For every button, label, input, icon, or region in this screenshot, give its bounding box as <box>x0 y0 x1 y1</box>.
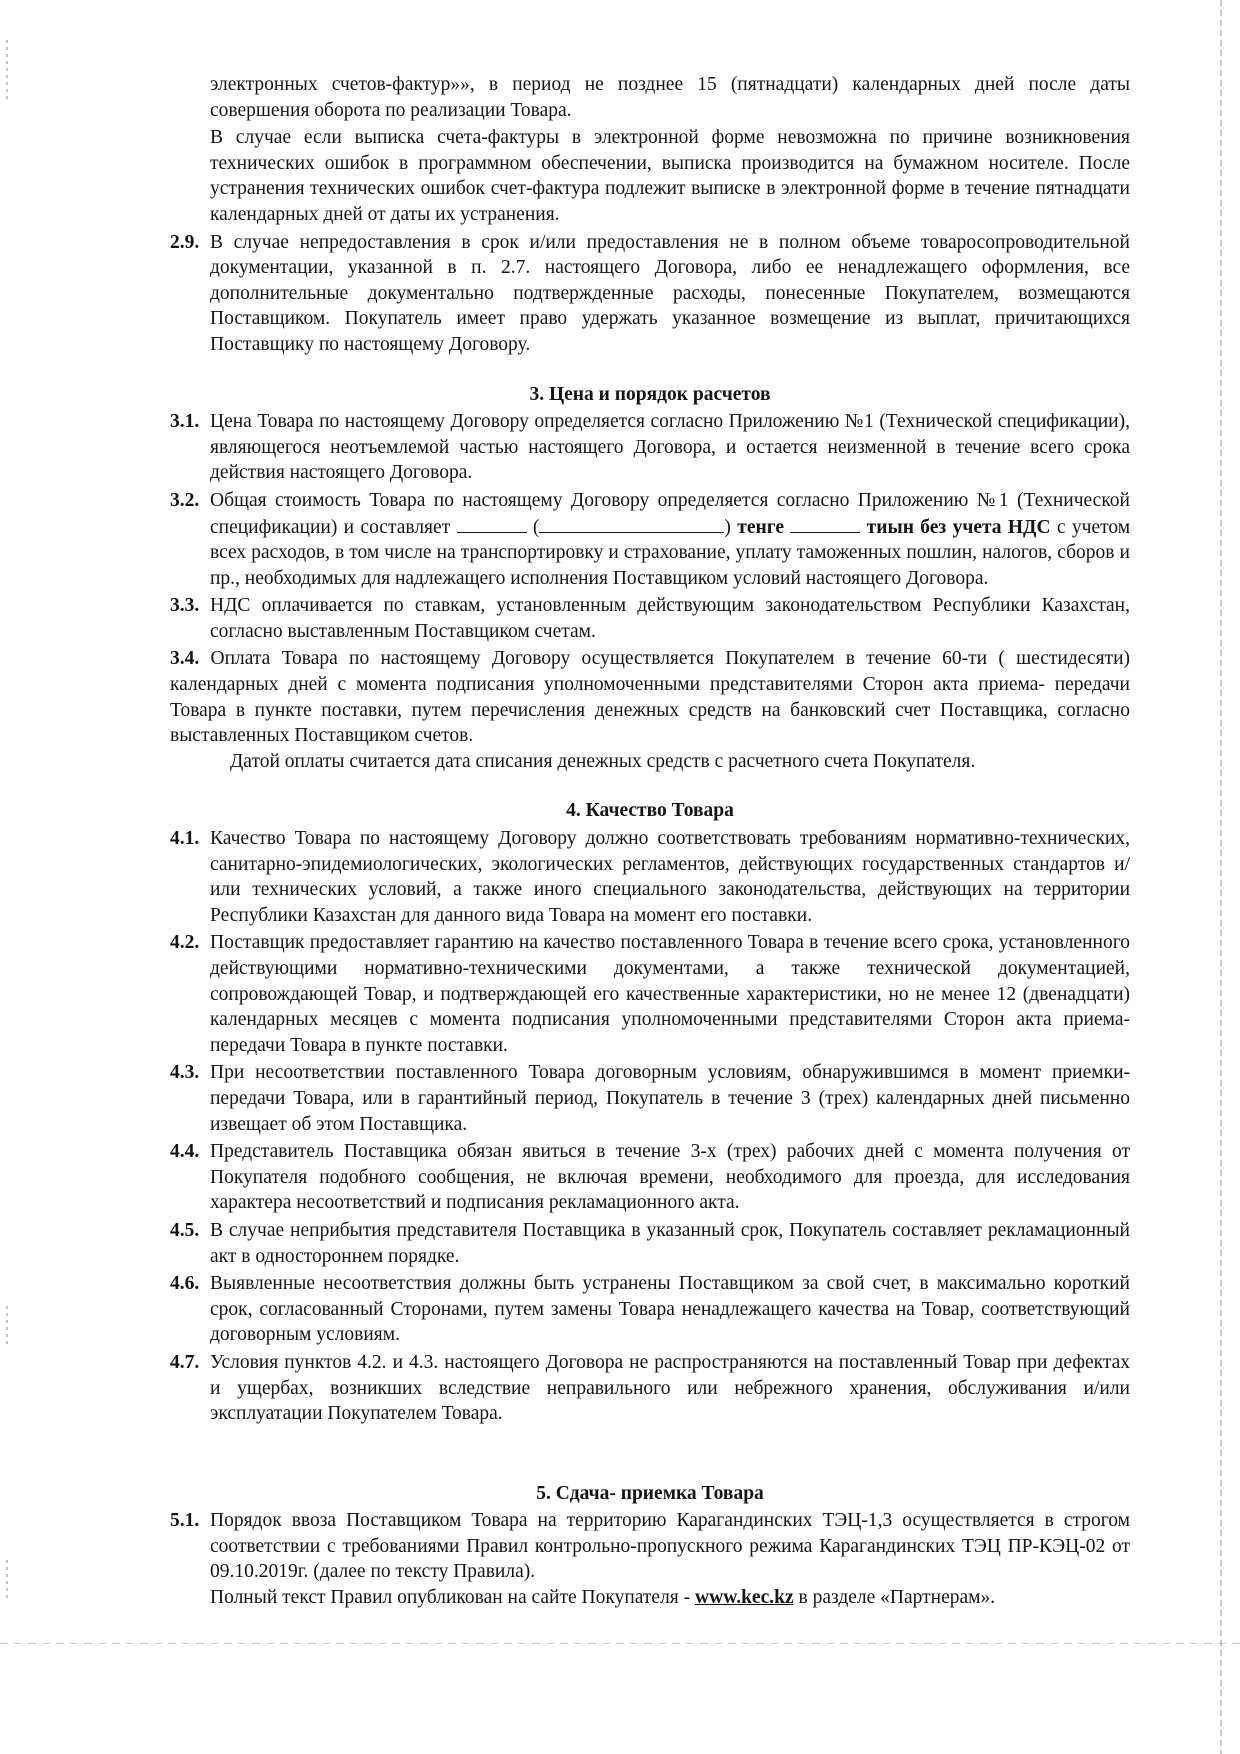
clause-4-7 <box>170 1350 1130 1427</box>
clause-text: Качество Товара по настоящему Договору должно соответствовать требованиям нормативно-технических, санитарно-эпидемиологических, экологических регламентов, действующих государственных стандартов и/или технических условий, а также иного специального законодательства, действующих на территории Республики Казахстан для данного вида Товара на момент его поставки. <box>210 828 1130 926</box>
clause-3-3 <box>170 593 1130 644</box>
clause-number: 4.6. <box>170 1273 200 1295</box>
clause-text <box>210 488 1130 591</box>
section-4-title: 4. Качество Товара <box>566 800 734 822</box>
scan-edge-dots-mid <box>6 1306 8 1346</box>
clause-4-4 <box>170 1139 1130 1216</box>
clause-3-4 <box>170 646 1130 748</box>
clause-number: 4.1. <box>170 828 200 850</box>
clause-4-2 <box>170 930 1130 1058</box>
clause-number: 3.3. <box>170 595 200 617</box>
paren-open: ( <box>532 516 540 538</box>
clause-text-part-a: Общая стоимость Товара по настоящему Договору определяется согласно Приложению №1 (Технической спецификации) и составляет <box>210 489 1130 538</box>
clause-3-1 <box>170 409 1130 486</box>
clause-4-3 <box>170 1060 1130 1137</box>
clause-3-2 <box>170 488 1130 591</box>
clause-text: Поставщик предоставляет гарантию на качество поставленного Товара в течение всего срока, установленного действующими нормативно-техническими документами, а также технической документацией, сопровождающей Товар, и подтверждающей его качественные характеристики, но не менее 12 (двенадцати) календарных месяцев с момента подписания уполномоченными представителями Сторон акта приема-передачи Товара в пункте поставки. <box>210 932 1130 1056</box>
document-body <box>170 72 1130 1611</box>
section-5-title: 5. Сдача- приемка Товара <box>536 1482 764 1504</box>
scan-edge-line <box>1220 0 1222 1754</box>
clause-number: 4.5. <box>170 1219 200 1241</box>
scan-edge-dots-low <box>6 1560 8 1600</box>
scan-fold-line <box>0 1643 1240 1644</box>
clause-number: 4.3. <box>170 1062 200 1084</box>
amount-words-blank[interactable] <box>539 514 724 533</box>
clause-number: 3.2. <box>170 489 200 511</box>
clause-text: В случае неприбытия представителя Поставщика в указанный срок, Покупатель составляет рекламационный акт в одностороннем порядке. <box>210 1219 1130 1267</box>
payment-date-note: Датой оплаты считается дата списания денежных средств с расчетного счета Покупателя. <box>230 750 976 772</box>
clause-4-5 <box>170 1218 1130 1269</box>
scan-edge-dots-top <box>6 40 8 100</box>
tiyn-blank[interactable] <box>790 514 860 533</box>
clause-text-part-b: с учетом всех расходов, в том числе на транспортировку и страхование, уплату таможенных пошлин, налогов, сборов и пр., необходимых для надлежащего исполнения Поставщиком условий настоящего Договора. <box>210 516 1131 589</box>
clause-text: Цена Товара по настоящему Договору определяется согласно Приложению №1 (Технической спецификации), являющегося неотъемлемой частью настоящего Договора, и остается неизменной в течение всего срока действия настоящего Договора. <box>210 411 1130 484</box>
section-3-title: 3. Цена и порядок расчетов <box>529 383 771 405</box>
website-link[interactable]: www.kec.kz <box>695 1587 794 1609</box>
amount-blank[interactable] <box>457 514 527 533</box>
clause-number: 4.2. <box>170 932 200 954</box>
clause-2-9 <box>170 230 1130 358</box>
rules-publication-text: Полный текст Правил опубликован на сайте Покупателя - <box>210 1587 691 1609</box>
clause-number: 3.4. <box>170 648 200 670</box>
clause-text <box>210 1508 1130 1610</box>
clause-4-6 <box>170 1271 1130 1348</box>
clause-number: 5.1. <box>170 1510 200 1532</box>
clause-text: Выявленные несоответствия должны быть устранены Поставщиком за свой счет, в максимально короткий срок, согласованный Сторонами, путем замены Товара ненадлежащего качества на Товар, соответствующий договорным условиям. <box>210 1273 1130 1346</box>
clause-text: В случае непредоставления в срок и/или предоставления не в полном объеме товаросопроводительной документации, указанной в п. 2.7. настоящего Договора, либо ее ненадлежащего оформления, все дополнительные документально подтвержденные расходы, понесенные Покупателем, возмещаются Поставщиком. Покупатель имеет право удержать указанное возмещение из выплат, причитающихся Поставщику по настоящему Договору. <box>210 231 1130 355</box>
clause-number: 2.9. <box>170 231 200 253</box>
paragraph-intro-2: В случае если выписка счета-фактуры в электронной форме невозможна по причине возникновения технических ошибок в программном обеспечении, выписка производится на бумажном носителе. После устранения технических ошибок счет-фактура подлежит выписке в электронной форме в течение пятнадцати календарных дней от даты их устранения. <box>210 127 1130 225</box>
clause-text: При несоответствии поставленного Товара договорным условиям, обнаружившимся в момент приемки-передачи Товара, или в гарантийный период, Покупатель в течение 3 (трех) календарных дней письменно извещает об этом Поставщика. <box>210 1062 1130 1135</box>
paren-close: ) <box>724 516 731 538</box>
clause-text-bold: тиын без учета НДС <box>866 516 1051 538</box>
clause-5-1 <box>170 1508 1130 1610</box>
clause-text: Условия пунктов 4.2. и 4.3. настоящего Договора не распространяются на поставленный Товар при дефектах и ущербах, возникших вследствие неправильного или небрежного хранения, обслуживания и/или эксплуатации Покупателем Товара. <box>210 1351 1130 1425</box>
tenge-label: тенге <box>737 516 784 538</box>
clause-text: НДС оплачивается по ставкам, установленным действующим законодательством Республики Казахстан, согласно выставленным Поставщиком счетам. <box>210 595 1130 642</box>
paragraph-intro-1: электронных счетов-фактур»», в период не позднее 15 (пятнадцати) календарных дней после даты совершения оборота по реализации Товара. <box>210 74 1130 121</box>
clause-text: Оплата Товара по настоящему Договору осуществляется Покупателем в течение 60-ти ( шестидесяти) календарных дней с момента подписания уполномоченными представителями Сторон акта приема- передачи Товара в пункте поставки, путем перечисления денежных средств на банковский счет Поставщика, согласно выставленных Поставщиком счетов. <box>170 648 1130 747</box>
clause-4-1 <box>170 826 1130 928</box>
clause-number: 4.4. <box>170 1141 200 1163</box>
clause-number: 4.7. <box>170 1351 200 1373</box>
clause-text-main: Порядок ввоза Поставщиком Товара на территорию Карагандинских ТЭЦ-1,3 осуществляется в строгом соответствии с требованиями Правил контрольно-пропускного режима Карагандинских ТЭЦ ПР-КЭЦ-02 от 09.10.2019г. (далее по тексту Правила). <box>210 1510 1130 1583</box>
rules-section-text: в разделе «Партнерам». <box>798 1587 996 1609</box>
clause-number: 3.1. <box>170 411 200 433</box>
clause-text: Представитель Поставщика обязан явиться в течение 3-х (трех) рабочих дней с момента получения от Покупателя подобного сообщения, не включая времени, необходимого для проезда, для исследования характера несоответствий и подписания рекламационного акта. <box>210 1141 1130 1214</box>
